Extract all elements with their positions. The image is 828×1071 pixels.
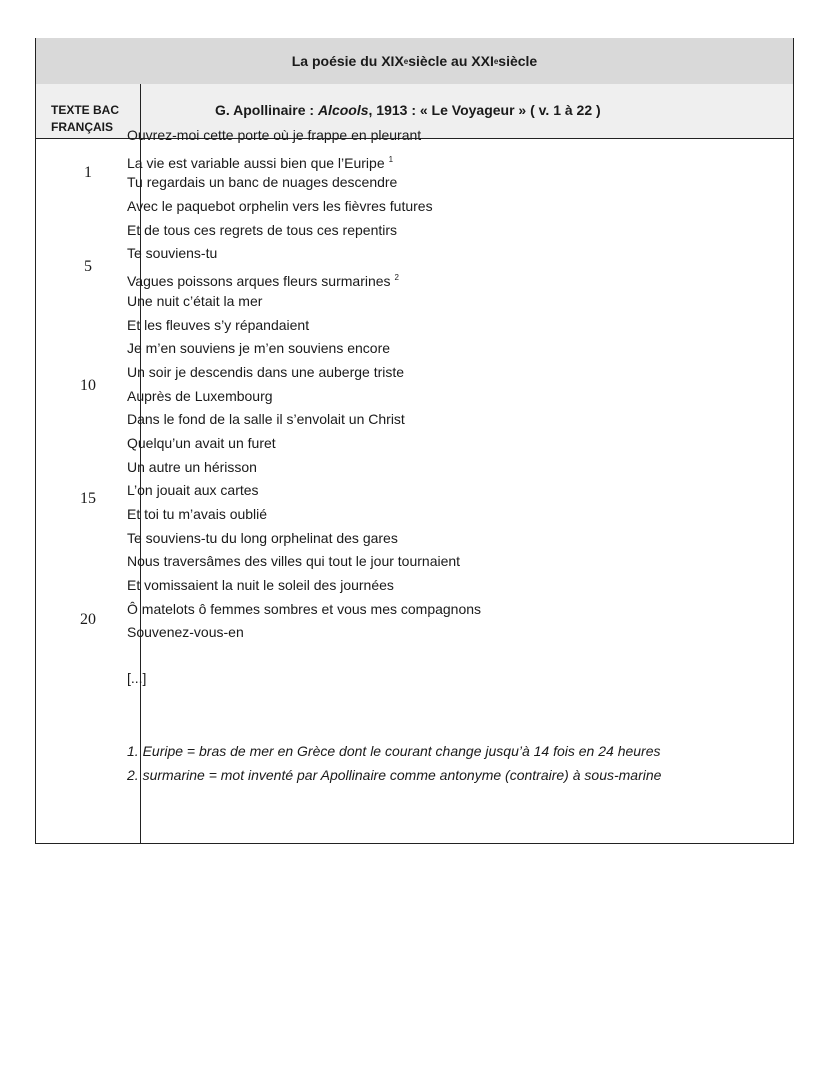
- title-part-2: siècle au XXI: [408, 53, 494, 69]
- verse-line: Nous traversâmes des villes qui tout le jour tournaient: [127, 553, 461, 570]
- line-number: 1: [84, 164, 92, 181]
- verse-line: Souvenez-vous-en: [127, 624, 244, 641]
- verse-line: Te souviens-tu: [127, 245, 218, 262]
- footnote-marker: 1: [388, 154, 394, 164]
- verse-line: Vagues poissons arques fleurs surmarines $^2$: [127, 273, 399, 290]
- footnote-marker: 2: [394, 273, 399, 283]
- verse-line: Et vomissaient la nuit le soleil des journées: [127, 577, 394, 594]
- verse-line: Et les fleuves s’y répandaient: [127, 316, 310, 333]
- title-part-1: La poésie du XIX: [291, 53, 404, 69]
- source-author: G. Apollinaire :: [215, 102, 318, 118]
- verse-line: Auprès de Luxembourg: [127, 387, 273, 404]
- verse-line: Te souviens-tu du long orphelinat des gares: [127, 529, 398, 546]
- label-line-2: FRANÇAIS: [51, 120, 113, 134]
- verse-line: Tu regardais un banc de nuages descendre: [127, 174, 398, 191]
- verse-line: La vie est variable aussi bien que l’Euripe $^1$: [127, 154, 394, 171]
- text-label-cell: [36, 84, 140, 138]
- verse-line: Un soir je descendis dans une auberge triste: [127, 363, 405, 380]
- source-work: Alcools: [317, 102, 369, 118]
- title-sup-2: e: [493, 56, 499, 66]
- footnote: 1. Euripe = bras de mer en Grèce dont le courant change jusqu’à 14 fois en 24 heures: [127, 743, 661, 759]
- line-number: 20: [80, 611, 96, 628]
- page-title: [36, 38, 793, 85]
- verse-line: Ô matelots ô femmes sombres et vous mes compagnons: [127, 600, 482, 617]
- footnote: 2. surmarine = mot inventé par Apollinaire comme antonyme (contraire) à sous-marine: [127, 766, 662, 783]
- footnotes: [127, 740, 661, 787]
- source-details: , 1913 : « Le Voyageur » ( v. 1 à 22 ): [368, 102, 601, 118]
- verse-line: Je m’en souviens je m’en souviens encore: [127, 340, 391, 357]
- line-number: 15: [80, 490, 96, 507]
- label-line-1: TEXTE BAC: [51, 103, 120, 117]
- verse-line: Dans le fond de la salle il s’envolait un Christ: [127, 411, 405, 428]
- verse-line: Avec le paquebot orphelin vers les fièvres futures: [127, 198, 433, 215]
- title-sup-1: e: [403, 56, 409, 66]
- verse-line: Un autre un hérisson: [127, 458, 257, 475]
- verse-line: Ouvrez-moi cette porte où je frappe en pleurant: [127, 127, 422, 143]
- omission-marker: [...]: [127, 670, 147, 686]
- verse-line: L’on jouait aux cartes: [127, 482, 259, 499]
- verse-line: Quelqu’un avait un furet: [127, 434, 276, 451]
- title-part-3: siècle: [498, 53, 538, 69]
- verse-line: Et toi tu m’avais oublié: [127, 506, 268, 522]
- line-number: 5: [84, 258, 92, 275]
- poem-text: [127, 124, 481, 645]
- verse-line: Une nuit c’était la mer: [127, 292, 263, 309]
- verse-line: Et de tous ces regrets de tous ces repentirs: [127, 221, 398, 238]
- line-number: 10: [80, 377, 96, 394]
